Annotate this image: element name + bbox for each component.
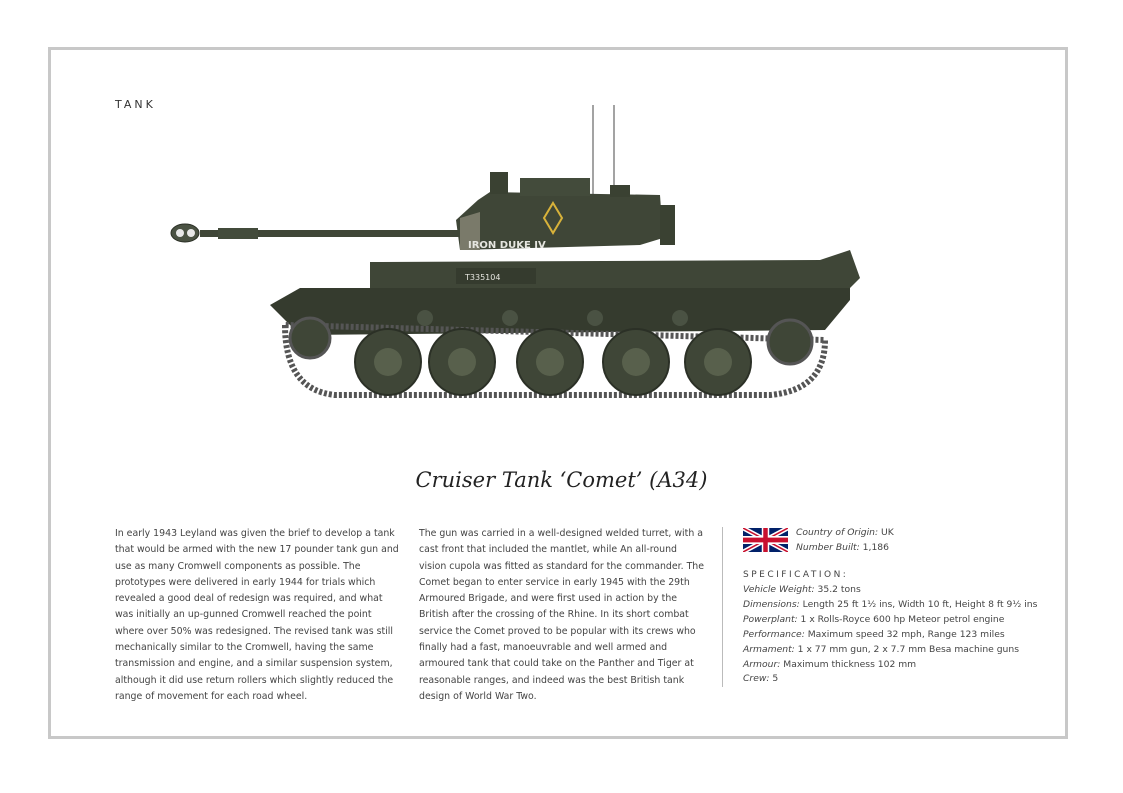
spec-crew: Crew: 5 [743,673,779,685]
description-column-1: In early 1943 Leyland was given the brief to develop a tank that would be armed with the new 17 pounder tank gun and use as many Cromwell components as possible. The prototypes were delivered in early 1944 for trials which revealed a good deal of redesign was required, and what was initially an up-gunned Cromwell reached the point where over 50% was redesigned. The revised tank was still mechanically similar to the Cromwell, having the same transmission and engine, and a similar suspension system, although it did use return rollers which slightly reduced the range of movement for each road wheel. [115,528,399,702]
union-jack-flag-icon [743,528,788,552]
description-column-2: The gun was carried in a well-designed welded turret, with a cast front that included the mantlet, while An all-round vision cupola was fitted as standard for the commander. The Comet began to enter service in early 1945 with the 29th Armoured Brigade, and were first used in action by the British after the crossing of the Rhine. In its short combat service the Comet proved to be popular with its crews who finally had a fast, manoeuvrable and well armed and armoured tank that could take on the Panther and Tiger at reasonable ranges, and indeed was the best British tank design of World War Two. [419,528,705,702]
turret-name-marking: IRON DUKE IV [468,240,546,251]
number-built: Number Built: 1,186 [796,542,889,553]
category-label: TANK [115,98,156,111]
specification-list [743,583,1037,687]
spec-dimensions: Dimensions: Length 25 ft 1½ ins, Width 10 ft, Height 8 ft 9½ ins [743,598,1038,610]
spec-armament: Armament: 1 x 77 mm gun, 2 x 7.7 mm Besa machine guns [743,643,1019,655]
origin-facts [796,525,894,555]
spec-vehicle-weight: Vehicle Weight: 35.2 tons [743,584,861,595]
spec-performance: Performance: Maximum speed 32 mph, Range 123 miles [743,628,1005,640]
country-of-origin: Country of Origin: UK [796,527,894,538]
spec-powerplant: Powerplant: 1 x Rolls-Royce 600 hp Meteor petrol engine [743,613,1005,625]
page-title: Cruiser Tank ‘Comet’ (A34) [415,468,708,492]
tank-illustration [160,100,870,410]
specification-heading: SPECIFICATION: [743,570,849,580]
hull-number-marking: T335104 [465,273,501,282]
column-divider [722,527,723,687]
spec-armour: Armour: Maximum thickness 102 mm [743,658,917,670]
